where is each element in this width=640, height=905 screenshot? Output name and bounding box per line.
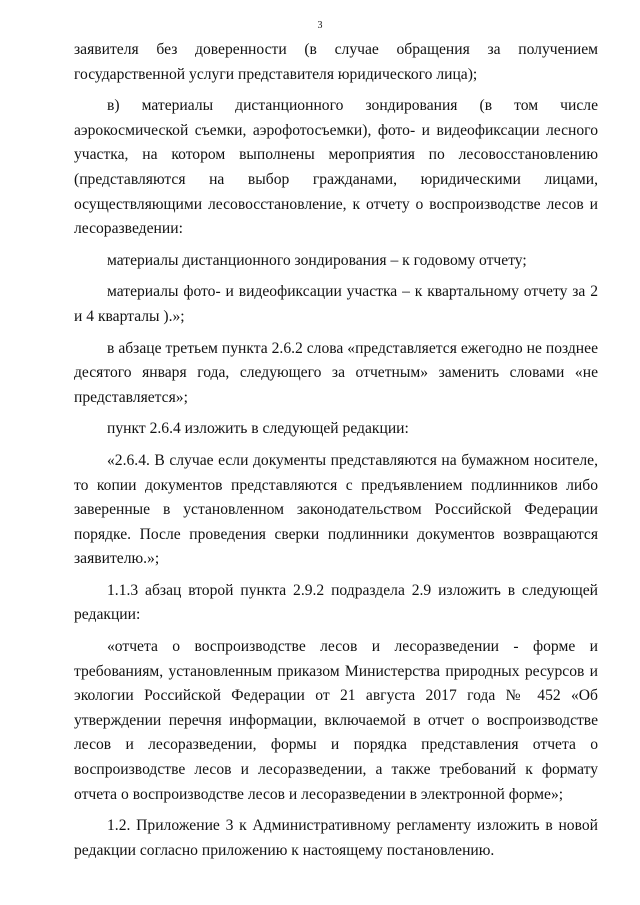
paragraph-1-2: 1.2. Приложение 3 к Административному регламенту изложить в новой редакции согласно приложению к настоящему постановлению.	[74, 817, 598, 859]
paragraph-remote-sensing: материалы дистанционного зондирования – к годовому отчету;	[107, 251, 527, 269]
page-number: 3	[317, 20, 323, 31]
paragraph-continuation: заявителя без доверенности (в случае обращения за получением государственной услуги представителя юридического лица);	[74, 41, 598, 83]
paragraph-photo-video: материалы фото- и видеофиксации участка – к квартальному отчету за 2 и 4 кварталы ).»;	[74, 283, 598, 325]
paragraph-2-6-2: в абзаце третьем пункта 2.6.2 слова «представляется ежегодно не позднее десятого января года, следующего за отчетным» заменить словами «не представляется»;	[74, 339, 598, 406]
paragraph-2-6-4-intro: пункт 2.6.4 изложить в следующей редакции:	[107, 420, 409, 438]
paragraph-1-1-3: 1.1.3 абзац второй пункта 2.9.2 подраздела 2.9 изложить в следующей редакции:	[74, 581, 598, 624]
paragraph-2-6-4-text: «2.6.4. В случае если документы представляются на бумажном носителе, то копии документов представляются с предъявлением подлинников либо заверенные в установленном законодательством Российской Федерации порядке. После проведения сверки подлинники документов возвращаются заявителю.»;	[74, 451, 598, 568]
paragraph-item-v: в) материалы дистанционного зондирования (в том числе аэрокосмической съемки, аэрофотосъемки), фото- и видеофиксации лесного участка, на котором выполнены мероприятия по лесовосстановлению (представляются на выбор гражданами, юридическими лицами, осуществляющими лесовосстановление, к отчету о воспроизводстве лесов и лесоразведении:	[74, 97, 598, 238]
paragraph-report-quote: «отчета о воспроизводстве лесов и лесоразведении - форме и требованиям, установленным приказом Министерства природных ресурсов и экологии Российской Федерации от 21 августа 2017 года № 452 «Об утверждении перечня информации, включаемой в отчет о воспроизводстве лесов и лесоразведении, формы и порядка представления отчета о воспроизводстве лесов и лесоразведении, а также требований к формату отчета о воспроизводстве лесов и лесоразведении в электронной форме»;	[74, 638, 598, 803]
document-body	[74, 38, 598, 863]
